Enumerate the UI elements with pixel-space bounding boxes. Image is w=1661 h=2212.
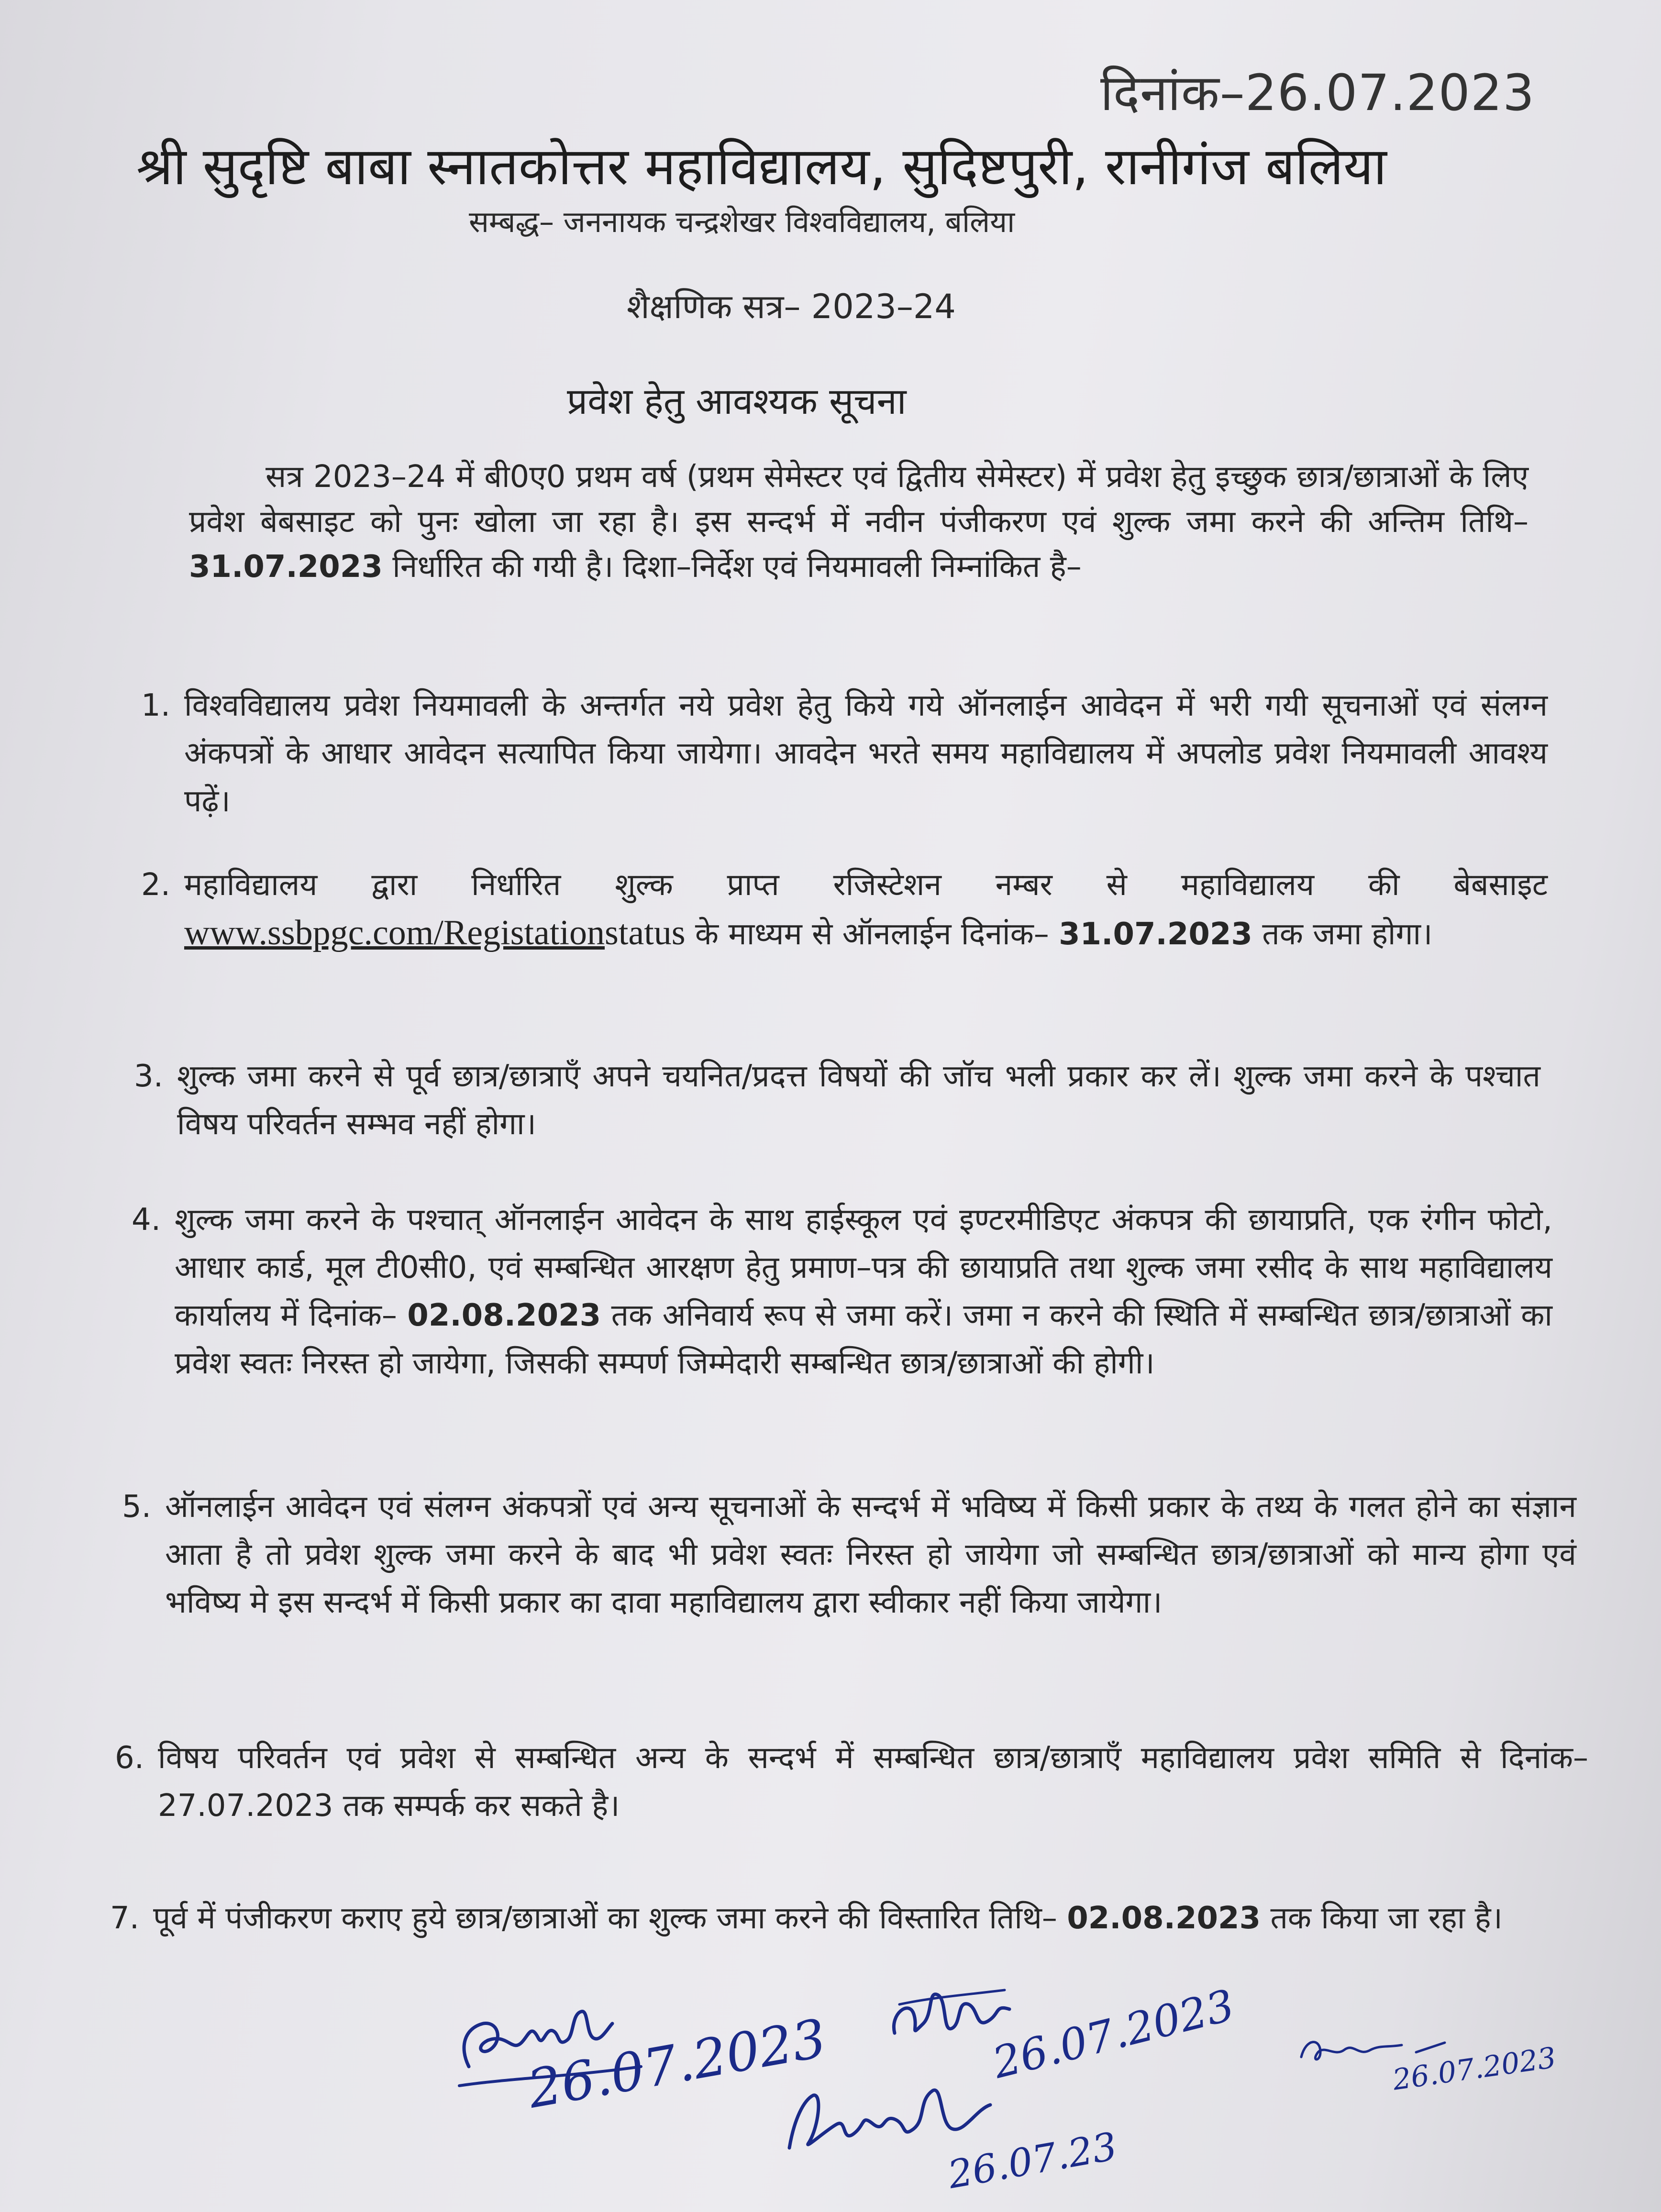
- item-number: 5.: [122, 1489, 152, 1525]
- list-item: 2. महाविद्यालय द्वारा निर्धारित शुल्क प्राप्त रजिस्टेशन नम्बर से महाविद्यालय की बेबसाइट www.ssbpgc.com/Registationstatus के माध्यम से ऑनलाईन दिनांक– 31.07.2023 तक जमा होगा।: [184, 861, 1548, 958]
- item-number: 6.: [115, 1740, 144, 1776]
- item-text: शुल्क जमा करने से पूर्व छात्र/छात्राएँ अपने चयनित/प्रदत्त विषयों की जॉच भली प्रकार कर लें। शुल्क जमा करने के पश्चात विषय परिवर्तन सम्भव नहीं होगा।: [177, 1059, 1540, 1142]
- notice-date: दिनांक–26.07.2023: [1100, 64, 1535, 122]
- list-item: [141, 682, 1548, 825]
- signature-1-date: 26.07.2023: [523, 2007, 831, 2120]
- item-number: 7.: [110, 1901, 140, 1936]
- notice-subject: प्रवेश हेतु आवश्यक सूचना: [567, 380, 907, 422]
- item-text: विश्वविद्यालय प्रवेश नियमावली के अन्तर्गत नये प्रवेश हेतु किये गये ऑनलाईन आवेदन में भरी गयी सूचनाओं एवं संलग्न अंकपत्रों के आधार आवेदन सत्यापित किया जायेगा। आवदेन भरते समय महाविद्यालय में अपलोड प्रवेश नियमावली आवश्य पढ़ें।: [184, 688, 1548, 819]
- item-text: ऑनलाईन आवेदन एवं संलग्न अंकपत्रों एवं अन्य सूचनाओं के सन्दर्भ में भविष्य में किसी प्रकार के तथ्य के गलत होने का संज्ञान आता है तो प्रवेश शुल्क जमा करने के बाद भी प्रवेश स्वतः निरस्त हो जायेगा जो सम्बन्धित छात्र/छात्राओं को मान्य होगा एवं भविष्य मे इस सन्दर्भ में किसी प्रकार का दावा महाविद्यालय द्वारा स्वीकार नहीं किया जायेगा।: [165, 1489, 1576, 1620]
- item-number: 4.: [132, 1202, 161, 1238]
- item-number: 1.: [141, 688, 171, 723]
- list-item: 4. शुल्क जमा करने के पश्चात् ऑनलाईन आवेदन के साथ हाईस्कूल एवं इण्टरमीडिएट अंकपत्र की छायाप्रति, एक रंगीन फोटो, आधार कार्ड, मूल टी0सी0, एवं सम्बन्धित आरक्षण हेतु प्रमाण–पत्र की छायाप्रति तथा शुल्क जमा रसीद के साथ महाविद्यालय कार्यालय में दिनांक– 02.08.2023 तक अनिवार्य रूप से जमा करें। जमा न करने की स्थिति में सम्बन्धित छात्र/छात्राओं का प्रवेश स्वतः निरस्त हो जायेगा, जिसकी सम्पर्ण जिम्मेदारी सम्बन्धित छात्र/छात्राओं की होगी।: [175, 1196, 1552, 1387]
- list-item: [134, 1052, 1540, 1148]
- list-item: 7. पूर्व में पंजीकरण कराए हुये छात्र/छात्राओं का शुल्क जमा करने की विस्तारित तिथि– 02.08.2023 तक किया जा रहा है।: [153, 1894, 1588, 1942]
- intro-paragraph: सत्र 2023–24 में बी0ए0 प्रथम वर्ष (प्रथम सेमेस्टर एवं द्वितीय सेमेस्टर) में प्रवेश हेतु इच्छुक छात्र/छात्राओं के लिए प्रवेश बेबसाइट को पुनः खोला जा रहा है। इस सन्दर्भ में नवीन पंजीकरण एवं शुल्क जमा करने की अन्तिम तिथि– 31.07.2023 निर्धारित की गयी है। दिशा–निर्देश एवं नियमावली निम्नांकित है–: [189, 459, 1528, 585]
- link-suffix: status: [605, 913, 686, 952]
- fee-date: 31.07.2023: [1059, 917, 1252, 952]
- affiliation: सम्बद्ध– जननायक चन्द्रशेखर विश्वविद्यालय, बलिया: [469, 204, 1015, 239]
- college-name: श्री सुदृष्टि बाबा स्नातकोत्तर महाविद्यालय, सुदिष्टपुरी, रानीगंज बलिया: [136, 137, 1387, 197]
- list-item: [115, 1734, 1588, 1830]
- academic-session: शैक्षणिक सत्र– 2023–24: [627, 287, 956, 326]
- item-text: विषय परिवर्तन एवं प्रवेश से सम्बन्धित अन्य के सन्दर्भ में सम्बन्धित छात्र/छात्राएँ महाविद्यालय प्रवेश समिति से दिनांक– 27.07.2023 तक सम्पर्क कर सकते है।: [158, 1740, 1588, 1824]
- item-number: 2.: [141, 867, 171, 903]
- last-date: 31.07.2023: [189, 549, 383, 585]
- item-number: 3.: [134, 1059, 164, 1094]
- signature-3-date: 26.07.2023: [1390, 2041, 1558, 2097]
- document-submission-date: 02.08.2023: [407, 1298, 601, 1333]
- list-item: [122, 1483, 1576, 1626]
- registration-status-link[interactable]: www.ssbpgc.com/Registation: [184, 913, 605, 952]
- signature-2-date: 26.07.2023: [987, 1980, 1240, 2089]
- signature-4-date: 26.07.23: [944, 2124, 1120, 2198]
- extended-date: 02.08.2023: [1067, 1901, 1261, 1936]
